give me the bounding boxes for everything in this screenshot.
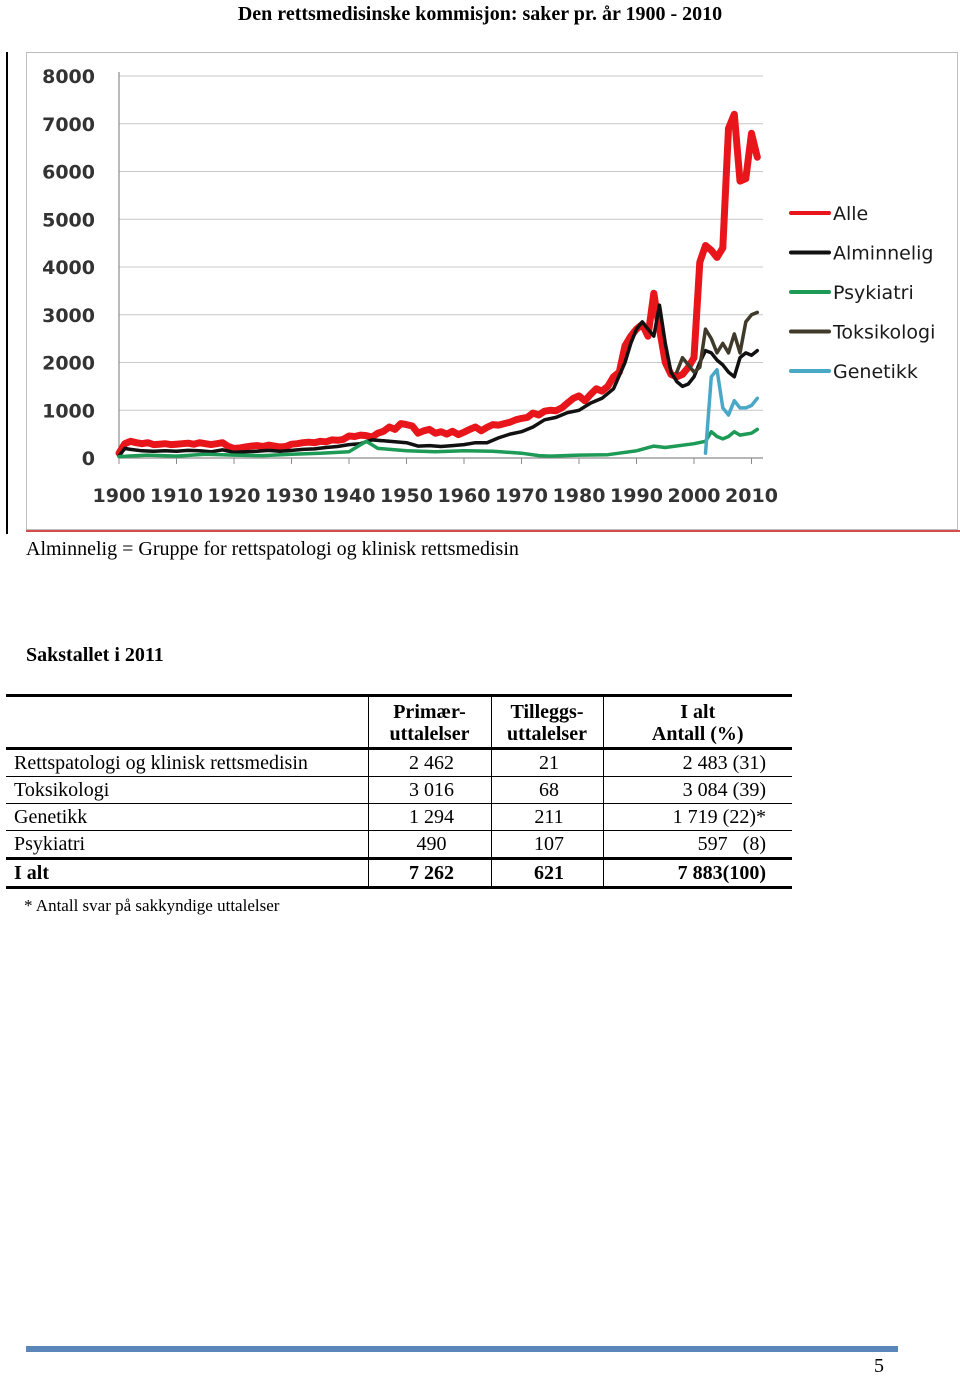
x-tick-labels (93, 485, 778, 507)
x-tick-label: 2000 (667, 485, 721, 507)
y-tick-label: 0 (81, 448, 95, 470)
header-primary: Primær- uttalelser (368, 696, 491, 749)
series-lines (119, 114, 757, 456)
legend-label-alle: Alle (833, 203, 869, 225)
x-tick-label: 1980 (552, 485, 606, 507)
total-additional: 621 (491, 859, 603, 888)
row-primary: 490 (368, 831, 491, 859)
row-additional: 211 (491, 804, 603, 831)
row-primary: 3 016 (368, 777, 491, 804)
left-margin-rule (6, 52, 8, 534)
y-tick-label: 3000 (42, 304, 95, 327)
table-header-row (6, 696, 792, 749)
y-tick-label: 2000 (42, 352, 95, 375)
row-total: 3 084 (39) (603, 777, 792, 804)
row-total: 2 483 (31) (603, 749, 792, 777)
header-total: I alt Antall (%) (603, 696, 792, 749)
total-label: I alt (14, 862, 49, 884)
y-tick-label: 5000 (42, 209, 95, 232)
chart-caption: Alminnelig = Gruppe for rettspatologi og klinisk rettsmedisin (26, 538, 519, 560)
row-total: 1 719 (22)* (603, 804, 792, 831)
header-empty (6, 696, 368, 749)
series-line-alle (119, 114, 757, 453)
total-total: 7 883(100) (603, 859, 792, 888)
x-tick-label: 1970 (495, 485, 548, 507)
series-line-toksikologi (677, 312, 758, 372)
row-primary: 2 462 (368, 749, 491, 777)
x-tick-label: 1920 (207, 485, 261, 507)
x-tick-label: 1940 (322, 485, 376, 507)
page-title: Den rettsmedisinske kommisjon: saker pr. år 1900 - 2010 (237, 3, 723, 25)
y-tick-labels (42, 66, 95, 470)
legend-label-alminnelig: Alminnelig (833, 242, 934, 265)
x-tick-label: 1960 (437, 485, 491, 507)
table-row (6, 831, 792, 859)
legend (791, 203, 935, 383)
y-tick-label: 6000 (42, 161, 95, 184)
row-primary: 1 294 (368, 804, 491, 831)
x-tick-label: 1910 (150, 485, 203, 507)
case-count-table (6, 694, 792, 889)
row-additional: 21 (491, 749, 603, 777)
footer-bar (26, 1346, 898, 1352)
x-tick-label: 1990 (610, 485, 663, 507)
chart-bottom-rule (26, 530, 960, 532)
row-label: Rettspatologi og klinisk rettsmedisin (14, 752, 308, 774)
y-tick-label: 4000 (42, 257, 95, 279)
row-additional: 68 (491, 777, 603, 804)
total-primary: 7 262 (368, 859, 491, 888)
table-total-row (6, 859, 792, 888)
table-row (6, 804, 792, 831)
legend-label-psykiatri: Psykiatri (833, 282, 914, 304)
series-line-genetikk (706, 370, 758, 454)
row-total: 597 (8) (603, 831, 792, 859)
table-footnote: * Antall svar på sakkyndige uttalelser (24, 896, 280, 915)
row-label: Toksikologi (14, 779, 110, 801)
y-tick-label: 1000 (42, 400, 95, 423)
section-title: Sakstallet i 2011 (26, 644, 164, 666)
x-tick-label: 1950 (380, 485, 433, 507)
legend-label-toksikologi: Toksikologi (833, 321, 936, 344)
line-chart (27, 53, 959, 531)
axes (119, 72, 763, 464)
page-number: 5 (874, 1355, 884, 1377)
y-tick-label: 7000 (42, 113, 95, 136)
table-row (6, 749, 792, 777)
x-tick-label: 1930 (265, 485, 318, 507)
row-label: Genetikk (14, 806, 88, 828)
x-tick-label: 1900 (92, 485, 146, 507)
header-additional: Tilleggs- uttalelser (491, 696, 603, 749)
table-row (6, 777, 792, 804)
row-additional: 107 (491, 831, 603, 859)
chart-frame (26, 52, 958, 530)
y-tick-label: 8000 (42, 66, 95, 88)
legend-label-genetikk: Genetikk (833, 361, 918, 383)
x-tick-label: 2010 (725, 485, 778, 507)
row-label: Psykiatri (14, 833, 86, 855)
